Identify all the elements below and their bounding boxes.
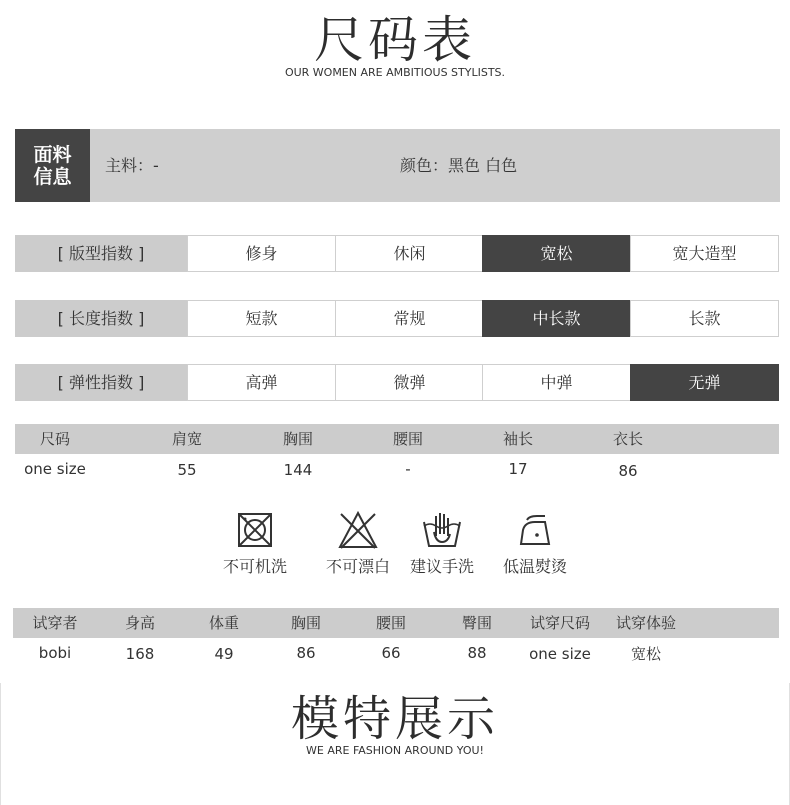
fit-cell: bobi — [38, 644, 72, 662]
size-header-cell: 肩宽 — [171, 430, 202, 448]
size-header-cell: 尺码 — [39, 430, 70, 448]
care-low-temp-iron — [485, 510, 585, 578]
fit-header-cell: 臀围 — [461, 614, 492, 632]
fit-cell: 宽松 — [630, 645, 661, 663]
fit-index-option: 休闲 — [335, 235, 484, 272]
table-row — [15, 454, 779, 484]
fit-header-cell: 试穿尺码 — [529, 614, 590, 632]
size-header-cell: 衣长 — [612, 430, 643, 448]
fit-header-cell: 试穿体验 — [615, 614, 676, 632]
model-section-title: 模特展示 — [290, 691, 499, 747]
elasticity-index-row — [15, 364, 778, 401]
size-cell: 144 — [283, 461, 313, 479]
size-header-cell: 腰围 — [392, 430, 423, 448]
length-index-option: 短款 — [187, 300, 336, 337]
length-index-option: 常规 — [335, 300, 484, 337]
fit-index-option-selected: 宽松 — [482, 235, 631, 272]
size-cell: 55 — [177, 461, 197, 479]
model-section-subtitle: WE ARE FASHION AROUND YOU! — [306, 744, 484, 757]
no-machine-wash-icon — [235, 510, 275, 550]
fabric-material: 主料：- — [105, 156, 159, 175]
elasticity-index-option: 中弹 — [482, 364, 631, 401]
fit-cell: 168 — [125, 645, 155, 663]
fit-header-cell: 试穿者 — [32, 614, 78, 632]
elasticity-index-label: [ 弹性指数 ] — [15, 364, 187, 401]
hand-wash-icon — [420, 510, 464, 550]
fit-cell: one size — [529, 645, 591, 663]
fit-header-cell: 腰围 — [375, 614, 406, 632]
fit-index-row — [15, 235, 778, 272]
size-cell: 17 — [508, 460, 528, 478]
size-table — [15, 424, 779, 484]
fit-cell: 88 — [467, 644, 487, 662]
fit-cell: 86 — [296, 644, 316, 662]
fit-header-cell: 胸围 — [290, 614, 321, 632]
size-cell: - — [405, 460, 411, 478]
care-label: 不可漂白 — [325, 557, 390, 576]
length-index-label: [ 长度指数 ] — [15, 300, 187, 337]
length-index-option-selected: 中长款 — [482, 300, 631, 337]
size-header-cell: 袖长 — [502, 430, 533, 448]
size-cell: one size — [24, 460, 86, 478]
fabric-color: 颜色：黑色 白色 — [400, 156, 518, 175]
size-table-header — [15, 424, 779, 454]
table-row — [13, 638, 779, 670]
elasticity-index-option: 高弹 — [187, 364, 336, 401]
fit-cell: 49 — [214, 645, 234, 663]
fit-table-header — [13, 608, 779, 638]
page-title: 尺码表 — [314, 11, 476, 69]
care-label: 不可机洗 — [222, 557, 287, 576]
elasticity-index-option-selected: 无弹 — [630, 364, 779, 401]
fabric-label-line2: 信息 — [33, 165, 72, 188]
length-index-row — [15, 300, 778, 337]
page-subtitle: OUR WOMEN ARE AMBITIOUS STYLISTS. — [284, 66, 506, 79]
fit-header-cell: 身高 — [124, 614, 155, 632]
care-no-machine-wash — [205, 510, 305, 578]
size-header-cell: 胸围 — [282, 430, 313, 448]
fit-index-option: 宽大造型 — [630, 235, 779, 272]
no-bleach-icon — [337, 510, 379, 550]
care-hand-wash — [392, 510, 492, 578]
fit-header-cell: 体重 — [208, 614, 239, 632]
fit-index-option: 修身 — [187, 235, 336, 272]
care-label: 低温熨烫 — [502, 557, 567, 576]
fit-index-label: [ 版型指数 ] — [15, 235, 187, 272]
fit-cell: 66 — [381, 644, 401, 662]
size-cell: 86 — [618, 462, 638, 480]
low-temp-iron-icon — [515, 510, 555, 550]
elasticity-index-option: 微弹 — [335, 364, 484, 401]
fit-table — [13, 608, 779, 670]
fabric-label-line1: 面料 — [33, 143, 72, 166]
care-label: 建议手洗 — [409, 557, 474, 576]
fabric-info-label — [15, 129, 90, 202]
length-index-option: 长款 — [630, 300, 779, 337]
